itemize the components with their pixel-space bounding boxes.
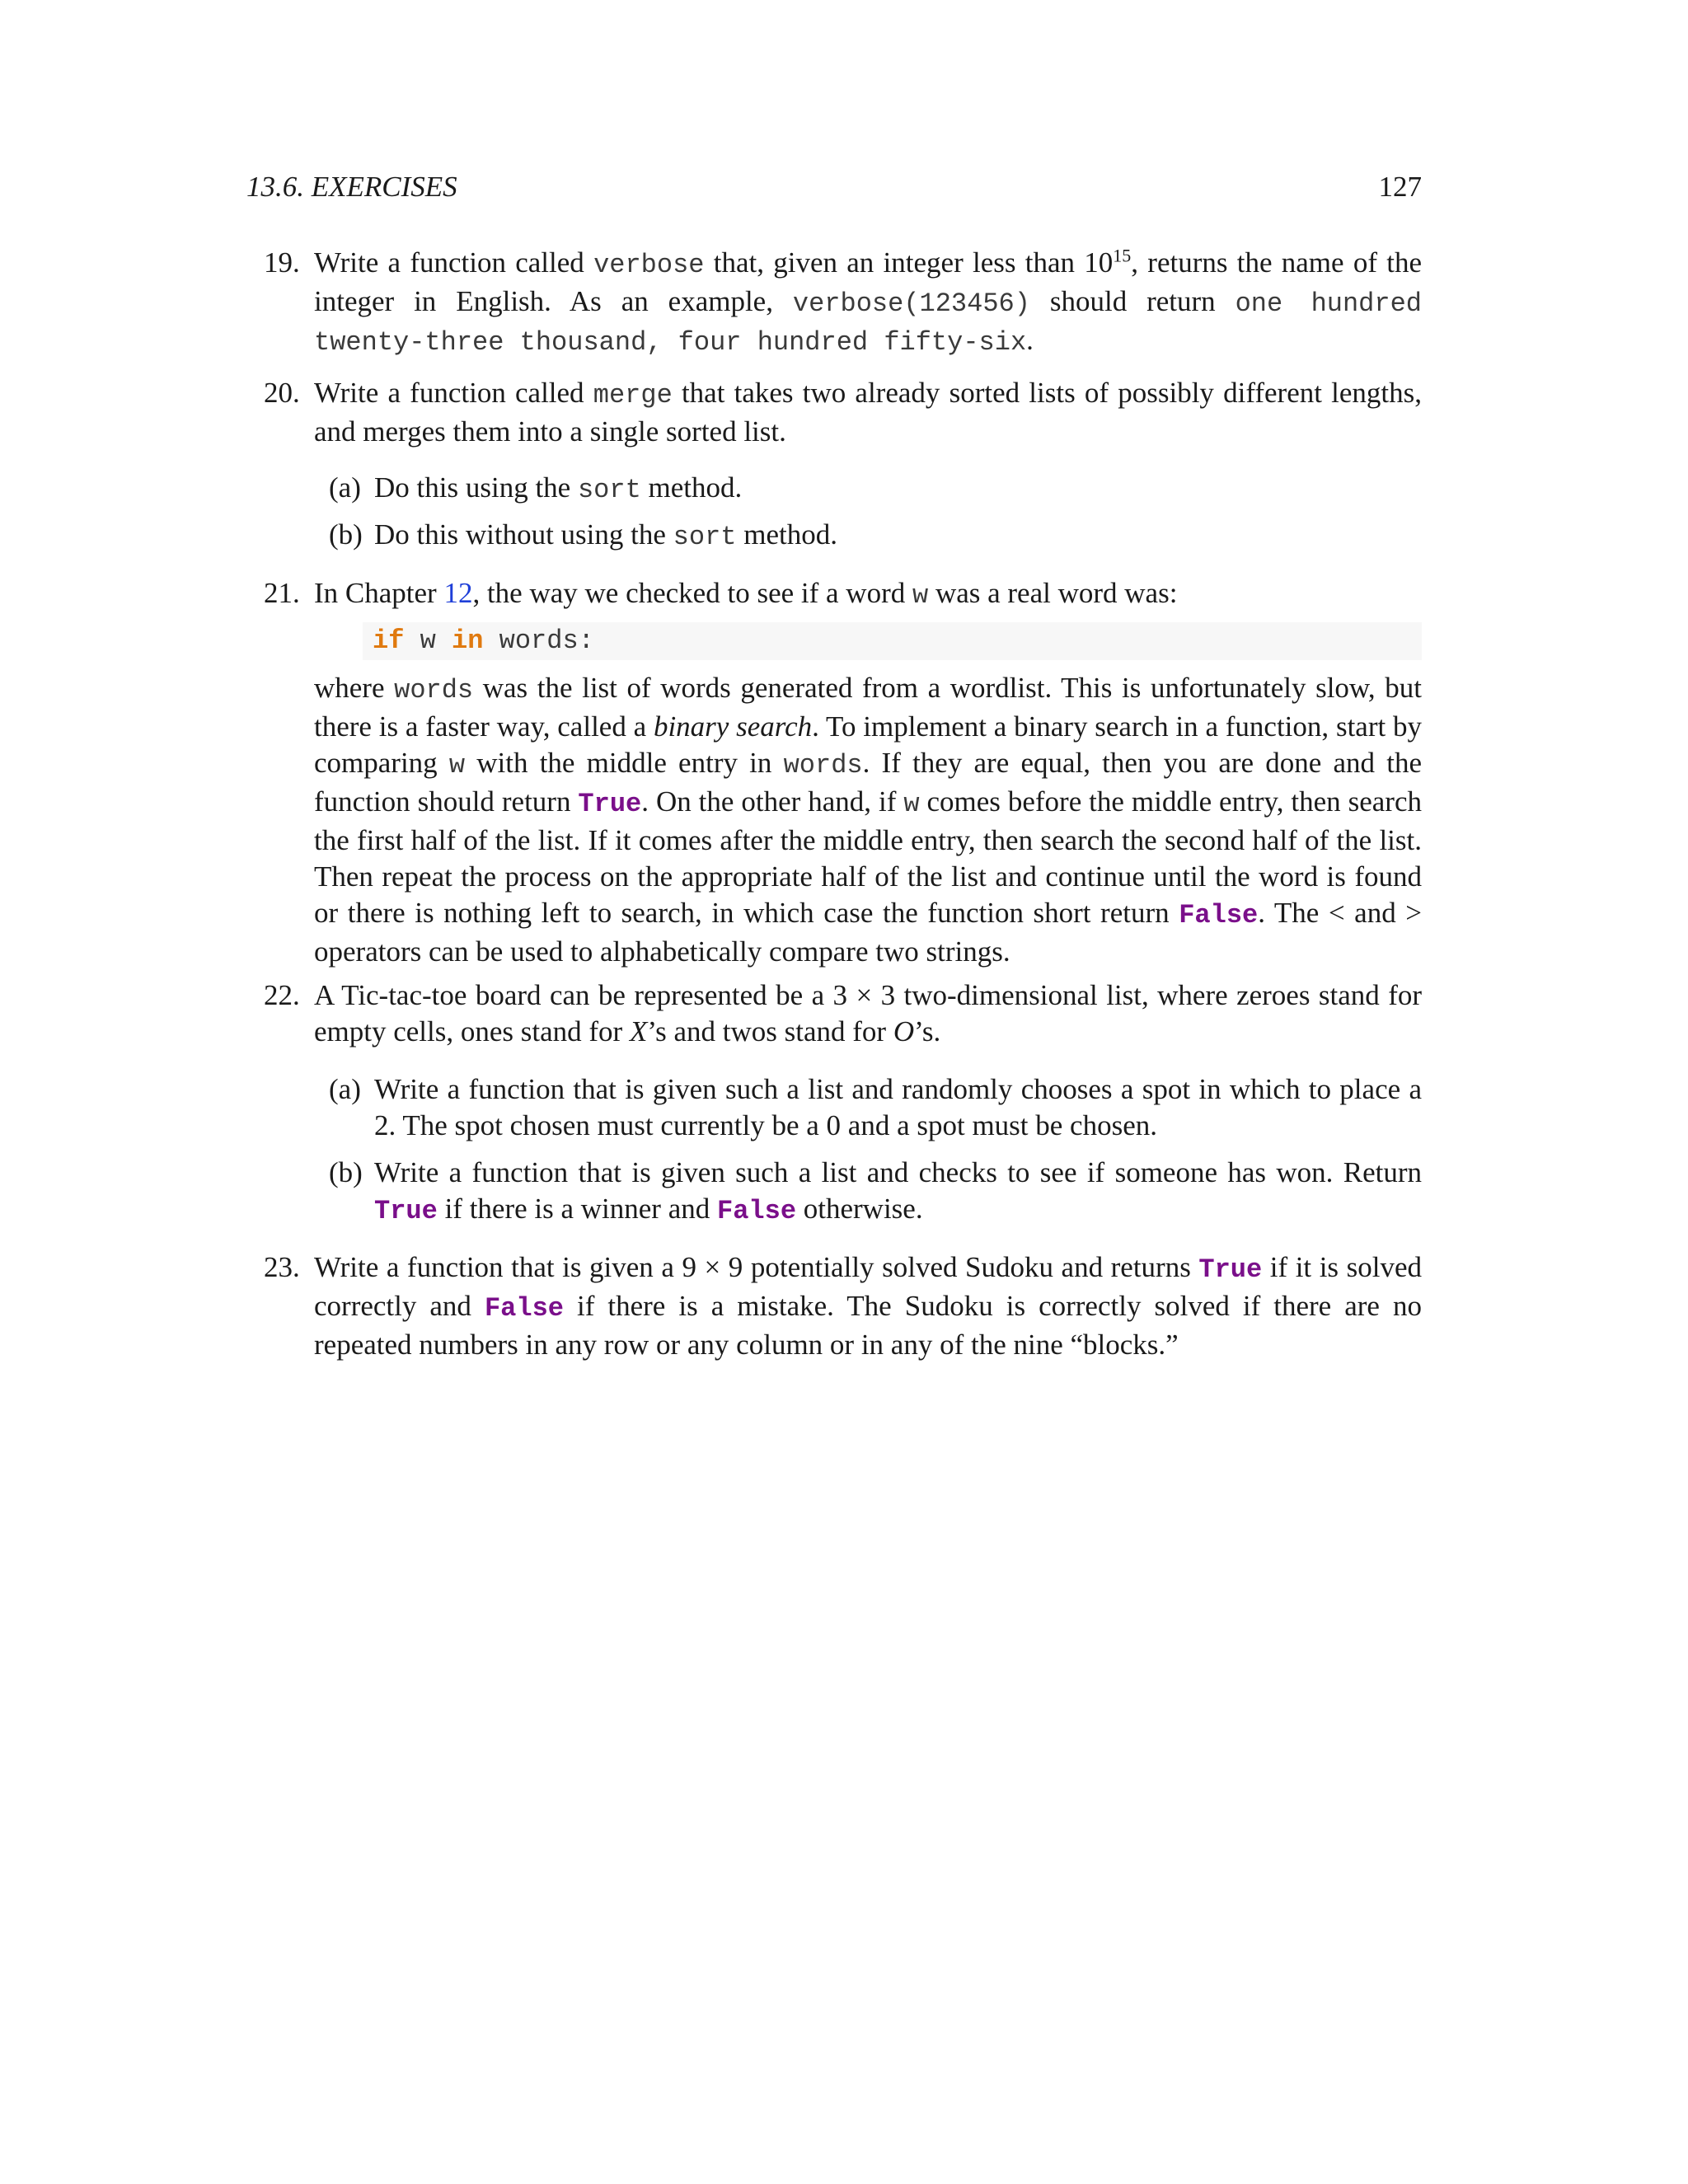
text: Do this without using the: [374, 518, 673, 551]
keyword-in: in: [452, 626, 484, 656]
keyword-true: True: [578, 789, 642, 819]
keyword-false: False: [484, 1293, 564, 1324]
text: Write a function called: [314, 246, 594, 279]
code-inline: words: [783, 750, 863, 780]
text: was a real word was:: [928, 577, 1178, 609]
keyword-true: True: [1198, 1254, 1263, 1285]
emphasis: X: [629, 1015, 648, 1047]
emphasis: O: [893, 1015, 915, 1047]
subpart-label: (b): [329, 1156, 363, 1188]
keyword-if: if: [373, 626, 405, 656]
text: method.: [736, 518, 837, 551]
exercise-number: 23.: [264, 1251, 300, 1283]
superscript: 15: [1113, 245, 1132, 266]
page-number: 127: [1378, 171, 1422, 203]
text: Write a function that is given such a list and checks to see if someone has won. Return: [374, 1156, 1422, 1188]
keyword-false: False: [1179, 900, 1259, 930]
exercise-text: [314, 1249, 1422, 1363]
text: if there is a winner and: [437, 1193, 717, 1225]
exercise-23: [264, 1249, 1422, 1363]
text: method.: [640, 471, 743, 504]
text: Write a function that is given a 9 × 9 potentially solved Sudoku and returns: [314, 1251, 1199, 1283]
code-inline: w: [903, 789, 920, 819]
text: In Chapter: [314, 577, 444, 609]
subpart-label: (b): [329, 518, 363, 551]
exercise-22a: [329, 1071, 1422, 1144]
keyword-false: False: [717, 1196, 797, 1226]
section-title: 13.6. EXERCISES: [246, 171, 457, 203]
text: Write a function that is given such a list and randomly chooses a spot in which to place a 2. The spot chosen must currently be a 0 and a spot must be chosen.: [374, 1073, 1422, 1141]
text: . On the other hand, if: [641, 785, 904, 818]
exercise-20a: [329, 470, 1422, 509]
text: otherwise.: [796, 1193, 923, 1225]
exercise-number: 22.: [264, 979, 300, 1011]
code-block: [363, 622, 1422, 660]
exercise-22b: [329, 1155, 1422, 1230]
emphasis: binary search: [653, 710, 813, 743]
exercise-number: 20.: [264, 377, 300, 409]
code-token: words:: [483, 626, 594, 656]
text: Do this using the: [374, 471, 578, 504]
text: , returns the name of the integer in English. As an example,: [314, 246, 1423, 317]
exercise-21-body: [314, 670, 1422, 970]
text: should return: [1029, 285, 1236, 317]
code-inline: merge: [593, 380, 673, 410]
chapter-link[interactable]: 12: [443, 577, 473, 609]
code-inline: w: [448, 750, 466, 780]
exercise-21: [264, 575, 1422, 614]
code-token: w: [404, 626, 452, 656]
text: , the way we checked to see if a word: [472, 577, 912, 609]
code-inline: verbose(123456): [792, 288, 1030, 319]
keyword-true: True: [374, 1196, 438, 1226]
text: with the middle entry in: [465, 747, 784, 779]
subpart-label: (a): [329, 471, 361, 504]
code-inline: sort: [577, 475, 641, 505]
subpart-label: (a): [329, 1073, 361, 1105]
exercise-text: [314, 575, 1422, 614]
text: . If they are equal, then you are done and the function should return: [314, 747, 1422, 818]
exercise-text: [314, 670, 1422, 970]
exercise-text: [314, 375, 1422, 450]
code-inline: verbose: [593, 250, 705, 280]
code-inline: one hundred twenty-three thousand, four hundred fifty-six: [314, 288, 1422, 358]
code-inline: words: [394, 675, 474, 705]
text: was the list of words generated from a wordlist. This is unfortunately slow, but there is a faster way, called a: [314, 672, 1422, 743]
text: if it is solved correctly and: [314, 1251, 1422, 1322]
exercise-number: 21.: [264, 577, 300, 609]
exercise-19: [264, 245, 1423, 361]
exercise-text: [314, 245, 1422, 361]
text: . The < and > operators can be used to alphabetically compare two strings.: [314, 897, 1423, 968]
exercise-20b: [329, 517, 1422, 555]
text: A Tic-tac-toe board can be represented be a 3 × 3 two-dimensional list, where zeroes stand for empty cells, ones stand for: [314, 979, 1422, 1047]
text: that, given an integer less than 10: [704, 246, 1114, 279]
text: if there is a mistake. The Sudoku is correctly solved if there are no repeated numbers in any row or any column or in any of the nine “blocks.”: [314, 1290, 1422, 1361]
exercise-20: [264, 375, 1422, 450]
text: that takes two already sorted lists of possibly different lengths, and merges them into a single sorted list.: [314, 377, 1422, 448]
text: ’s and twos stand for: [647, 1015, 893, 1047]
text: . To implement a binary search in a function, start by comparing: [314, 710, 1422, 779]
code-inline: w: [912, 580, 929, 611]
text: ’s.: [914, 1015, 941, 1047]
text: where: [314, 672, 395, 704]
exercise-number: 19.: [264, 246, 300, 279]
text: comes before the middle entry, then search the first half of the list. If it comes after the middle entry, then search the second half of the list. Then repeat the process on the appropriate half of the list and continue until the word is found or there is nothing left to search, in which case the function short return: [314, 785, 1422, 929]
code-inline: sort: [673, 522, 737, 552]
exercise-22: [264, 977, 1422, 1050]
running-header: [246, 169, 1422, 205]
text: Write a function called: [314, 377, 593, 409]
exercise-text: [314, 977, 1422, 1050]
text: .: [1026, 324, 1034, 356]
